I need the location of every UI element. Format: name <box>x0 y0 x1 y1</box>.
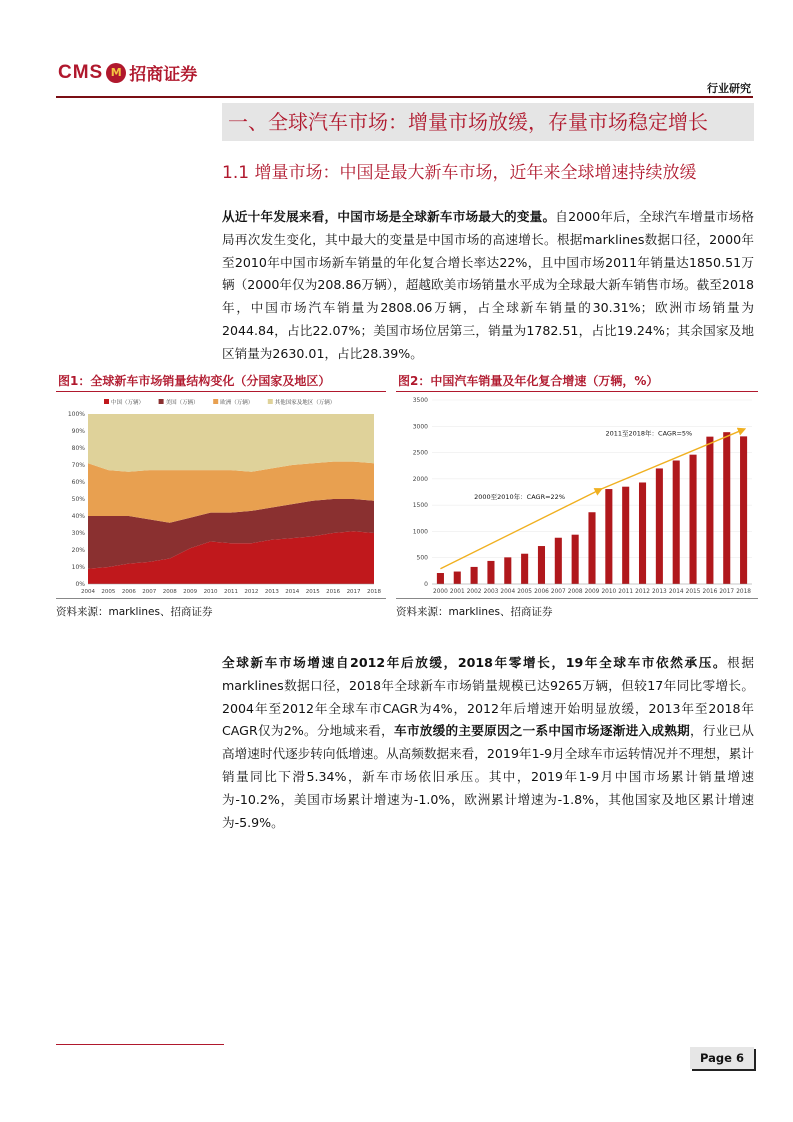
x-tick-label: 2008 <box>567 589 583 595</box>
figure1-title: 图1：全球新车市场销量结构变化（分国家及地区） <box>58 374 331 388</box>
footnote-rule <box>56 1044 224 1045</box>
y-tick-label: 500 <box>416 554 428 562</box>
y-tick-label: 90% <box>71 428 85 435</box>
figure2-svg <box>396 394 758 598</box>
x-tick-label: 2010 <box>203 589 218 595</box>
y-tick-label: 1000 <box>412 528 428 536</box>
x-tick-label: 2009 <box>584 589 600 595</box>
bar-2009 <box>588 512 595 584</box>
y-tick-label: 20% <box>71 547 85 554</box>
x-tick-label: 2005 <box>101 589 116 595</box>
paragraph-2-lead: 全球新车市场增速自2012年后放缓，2018年零增长，19年全球车市依然承压。 <box>222 655 728 670</box>
x-tick-label: 2014 <box>668 589 684 595</box>
y-tick-label: 50% <box>71 496 85 503</box>
x-tick-label: 2011 <box>618 589 634 595</box>
x-tick-label: 2006 <box>121 589 136 595</box>
bar-2008 <box>572 535 579 584</box>
x-tick-label: 2018 <box>736 589 751 595</box>
x-tick-label: 2015 <box>685 589 701 595</box>
figure1-chart <box>56 394 386 598</box>
x-tick-label: 2004 <box>81 589 95 595</box>
legend-swatch-1 <box>159 399 164 404</box>
bar-2006 <box>538 546 545 584</box>
figure2-title-underline <box>396 391 758 392</box>
y-tick-label: 0% <box>75 581 85 588</box>
brand-cn: 招商证券 <box>129 65 198 85</box>
bar-2018 <box>740 436 747 584</box>
paragraph-1-body: 自2000年后，全球汽车增量市场格局再次发生变化，其中最大的变量是中国市场的高速增长。根据marklines数据口径，2000年至2010年中国市场新车销量的年化复合增长率达22%，且中国市场2011年销量达1850.51万辆（2000年仅为208.86万辆），超越欧美市场销量水平成为全球最大新车销售市场。截至2018年，中国市场汽车销量为2808.06万辆，占全球新车销量的30.31%；欧洲市场销量为2044.84，占比22.07%；美国市场位居第三，销量为1782.51，占比19.24%；其余国家及地区销量为2630.01，占比28.39%。 <box>222 209 754 361</box>
bar-2004 <box>504 557 511 584</box>
bar-2001 <box>454 572 461 584</box>
figure2-title: 图2：中国汽车销量及年化复合增速（万辆，%） <box>398 374 659 388</box>
header-divider <box>56 96 753 98</box>
heading-level1: 一、全球汽车市场：增量市场放缓，存量市场稳定增长 <box>222 103 754 141</box>
y-tick-label: 1500 <box>412 502 428 510</box>
paragraph-2-bold: 车市放缓的主要原因之一系中国市场逐渐进入成熟期 <box>394 723 690 739</box>
x-tick-label: 2007 <box>550 589 566 595</box>
legend-label-3: 其他国家及地区（万辆） <box>274 400 336 406</box>
brand-logo <box>58 60 197 85</box>
heading-level2: 1.1 增量市场：中国是最大新车市场，近年来全球增速持续放缓 <box>222 163 697 183</box>
figure1-source: 资料来源：marklines、招商证券 <box>56 606 213 618</box>
x-tick-label: 2003 <box>483 589 499 595</box>
legend-swatch-2 <box>213 399 218 404</box>
figure1-bottom-rule <box>56 598 386 599</box>
y-tick-label: 0 <box>424 581 428 588</box>
brand-en: CMS <box>58 61 104 83</box>
paragraph-2-body1: 根据marklines数据口径，2018年全球新车市场销量规模已达9265万辆，但较17年同比零增长。2004年至2012年全球车市CAGR为4%，2012年后增速开始明显放缓，2013年至2018年CAGR仅为2%。分地域来看， <box>222 655 754 739</box>
brand-coin-icon: M <box>106 63 126 83</box>
paragraph-2 <box>222 652 754 834</box>
y-tick-label: 60% <box>71 479 85 486</box>
x-tick-label: 2000 <box>433 589 448 595</box>
x-tick-label: 2013 <box>264 589 279 595</box>
figure2-chart <box>396 394 758 598</box>
x-tick-label: 2012 <box>635 589 650 595</box>
figure2-source: 资料来源：marklines、招商证券 <box>396 606 553 618</box>
x-tick-label: 2016 <box>702 589 718 595</box>
page-number: Page 6 <box>690 1047 754 1069</box>
x-tick-label: 2001 <box>449 589 465 595</box>
x-tick-label: 2017 <box>346 589 361 595</box>
x-tick-label: 2010 <box>601 589 617 595</box>
bar-2005 <box>521 554 528 584</box>
bar-2010 <box>605 489 612 584</box>
x-tick-label: 2009 <box>183 589 198 595</box>
legend-label-0: 中国（万辆） <box>111 400 145 406</box>
x-tick-label: 2015 <box>305 589 320 595</box>
x-tick-label: 2012 <box>244 589 259 595</box>
x-tick-label: 2013 <box>651 589 667 595</box>
bar-2007 <box>555 538 562 584</box>
bar-2000 <box>437 573 444 584</box>
x-tick-label: 2002 <box>466 589 482 595</box>
x-tick-label: 2014 <box>285 589 300 595</box>
bar-2014 <box>673 461 680 584</box>
figure1-svg <box>56 394 386 598</box>
bar-2003 <box>487 561 494 584</box>
bar-2013 <box>656 468 663 584</box>
y-tick-label: 2500 <box>412 449 428 457</box>
paragraph-1 <box>222 206 754 366</box>
bar-2012 <box>639 482 646 584</box>
x-tick-label: 2008 <box>162 589 177 595</box>
x-tick-label: 2006 <box>534 589 549 595</box>
legend-label-2: 欧洲（万辆） <box>220 400 254 406</box>
y-tick-label: 40% <box>71 513 85 520</box>
x-tick-label: 2004 <box>500 589 516 595</box>
y-tick-label: 3000 <box>412 423 428 431</box>
x-tick-label: 2017 <box>719 589 735 595</box>
bar-2015 <box>690 455 697 584</box>
section-label: 行业研究 <box>707 82 751 95</box>
y-tick-label: 100% <box>67 411 85 418</box>
bar-2002 <box>471 567 478 584</box>
y-tick-label: 70% <box>71 462 85 469</box>
trend-arrow-2011-2018 <box>600 429 743 489</box>
y-tick-label: 3500 <box>412 397 428 404</box>
figure2-bottom-rule <box>396 598 758 599</box>
y-tick-label: 30% <box>71 530 85 537</box>
bar-2011 <box>622 487 629 584</box>
bar-2017 <box>723 432 730 584</box>
x-tick-label: 2016 <box>326 589 341 595</box>
x-tick-label: 2005 <box>517 589 533 595</box>
legend-swatch-3 <box>268 399 273 404</box>
annotation-cagr-2000-2010: 2000至2010年：CAGR=22% <box>474 492 566 501</box>
paragraph-1-lead: 从近十年发展来看，中国市场是全球新车市场最大的变量。 <box>222 209 556 224</box>
y-tick-label: 80% <box>71 445 85 452</box>
y-tick-label: 2000 <box>412 475 428 483</box>
y-tick-label: 10% <box>71 564 85 571</box>
paragraph-2-body2: ，行业已从高增速时代逐步转向低增速。从高频数据来看，2019年1-9月全球车市运转情况并不理想，累计销量同比下滑5.34%，新车市场依旧承压。其中，2019年1-9月中国市场累计销量增速为-10.2%，美国市场累计增速为-1.0%，欧洲累计增速为-1.8%，其他国家及地区累计增速为-5.9%。 <box>222 723 754 830</box>
legend-swatch-0 <box>104 399 109 404</box>
x-tick-label: 2011 <box>224 589 238 595</box>
x-tick-label: 2018 <box>367 589 381 595</box>
x-tick-label: 2007 <box>142 589 157 595</box>
annotation-cagr-2011-2018: 2011至2018年：CAGR=5% <box>605 429 693 438</box>
legend-label-1: 美国（万辆） <box>165 400 199 406</box>
bar-2016 <box>706 437 713 584</box>
figure1-title-underline <box>56 391 386 392</box>
